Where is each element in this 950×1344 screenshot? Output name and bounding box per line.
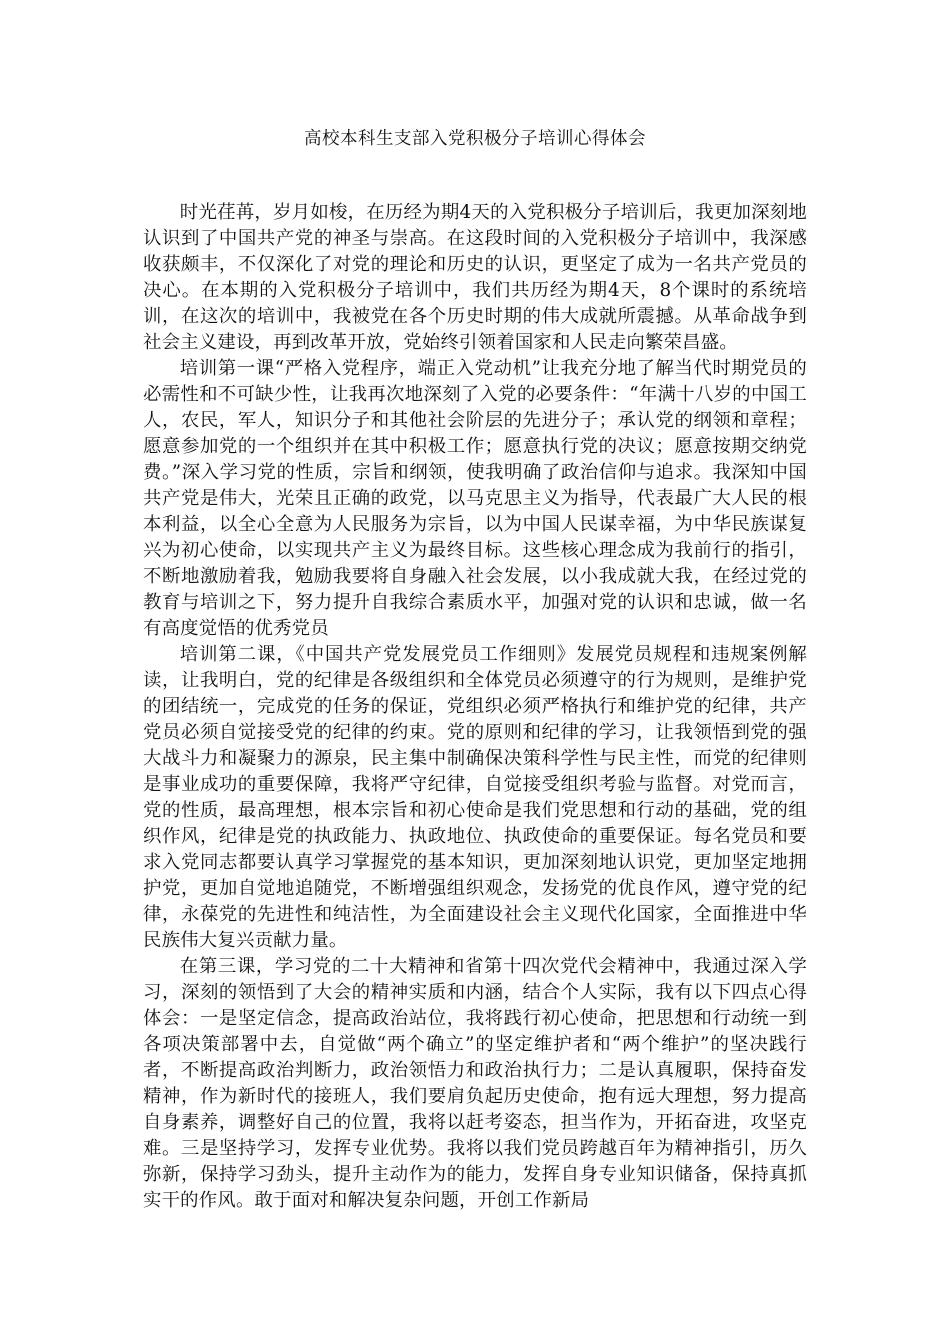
paragraph-lesson-two: 培训第二课，《中国共产党发展党员工作细则》发展党员规程和违规案例解读，让我明白，党的纪律是各级组织和全体党员必须遵守的行为规则，是维护党的团结统一，完成党的任务的保证，党组织必须严格执行和维护党的纪律，共产党员必须自觉接受党的纪律的约束。党的原则和纪律的学习，让我领悟到党的强大战斗力和凝聚力的源泉，民主集中制确保决策科学性与民主性，而党的纪律则是事业成功的重要保障，我将严守纪律，自觉接受组织考验与监督。对党而言，党的性质，最高理想，根本宗旨和初心使命是我们党思想和行动的基础，党的组织作风，纪律是党的执政能力、执政地位、执政使命的重要保证。每名党员和要求入党同志都要认真学习掌握党的基本知识，更加深刻地认识党，更加坚定地拥护党，更加自觉地追随党，不断增强组织观念，发扬党的优良作风，遵守党的纪律，永葆党的先进性和纯洁性，为全面建设社会主义现代化国家，全面推进中华民族伟大复兴贡献力量。 <box>143 644 807 951</box>
document-title: 高校本科生支部入党积极分子培训心得体会 <box>304 129 646 149</box>
paragraph-lesson-one: 培训第一课“严格入党程序，端正入党动机”让我充分地了解当代时期党员的必需性和不可缺少性，让我再次地深刻了入党的必要条件：“年满十八岁的中国工人，农民，军人，知识分子和其他社会阶层的先进分子；承认党的纲领和章程；愿意参加党的一个组织并在其中积极工作；愿意执行党的决议；愿意按期交纳党费。”深入学习党的性质，宗旨和纲领，使我明确了政治信仰与追求。我深知中国共产党是伟大，光荣且正确的政党，以马克思主义为指导，代表最广大人民的根本利益，以全心全意为人民服务为宗旨，以为中国人民谋幸福，为中华民族谋复兴为初心使命，以实现共产主义为最终目标。这些核心理念成为我前行的指引，不断地激励着我，勉励我要将自身融入社会发展，以小我成就大我，在经过党的教育与培训之下，努力提升自我综合素质水平，加强对党的认识和忠诚，做一名有高度觉悟的优秀党员 <box>143 358 807 639</box>
document-body <box>143 200 807 1214</box>
paragraph-intro: 时光荏苒，岁月如梭，在历经为期4天的入党积极分子培训后，我更加深刻地认识到了中国共产党的神圣与崇高。在这段时间的入党积极分子培训中，我深感收获颇丰，不仅深化了对党的理论和历史的认识，更坚定了成为一名共产党员的决心。在本期的入党积极分子培训中，我们共历经为期4天，8个课时的系统培训，在这次的培训中，我被党在各个历史时期的伟大成就所震撼。从革命战争到社会主义建设，再到改革开放，党始终引领着国家和人民走向繁荣昌盛。 <box>143 202 807 353</box>
paragraph-lesson-three: 在第三课，学习党的二十大精神和省第十四次党代会精神中，我通过深入学习，深刻的领悟到了大会的精神实质和内涵，结合个人实际，我有以下四点心得体会：一是坚定信念，提高政治站位，我将践行初心使命，把思想和行动统一到各项决策部署中去，自觉做“两个确立”的坚定维护者和“两个维护”的坚决践行者，不断提高政治判断力，政治领悟力和政治执行力；二是认真履职，保持奋发精神，作为新时代的接班人，我们要肩负起历史使命，抱有远大理想，努力提高自身素养，调整好自己的位置，我将以赶考姿态，担当作为，开拓奋进，攻坚克难。三是坚持学习，发挥专业优势。我将以我们党员跨越百年为精神指引，历久弥新，保持学习劲头，提升主动作为的能力，发挥自身专业知识储备，保持真抓实干的作风。敢于面对和解决复杂问题，开创工作新局 <box>143 956 807 1211</box>
